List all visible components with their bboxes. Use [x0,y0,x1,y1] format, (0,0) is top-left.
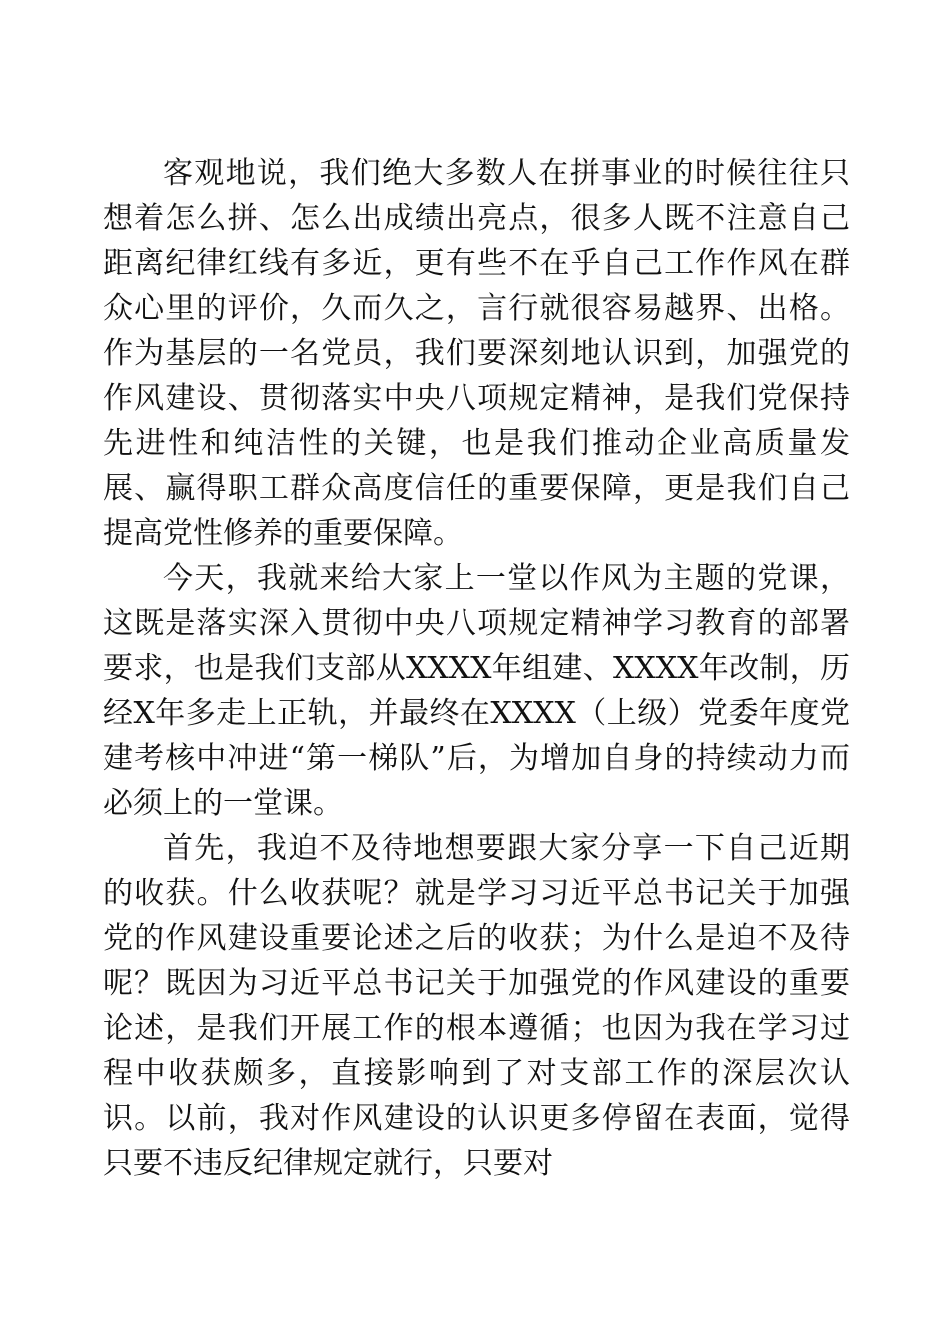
paragraph-harvest: 首先，我迫不及待地想要跟大家分享一下自己近期的收获。什么收获呢？就是学习习近平总书记关于加强党的作风建设重要论述之后的收获；为什么是迫不及待呢？既因为习近平总书记关于加强党的作风建设的重要论述，是我们开展工作的根本遵循；也因为我在学习过程中收获颇多，直接影响到了对支部工作的深层次认识。以前，我对作风建设的认识更多停留在表面，觉得只要不违反纪律规定就行，只要对 [103,831,850,1181]
document-body [103,151,850,1186]
paragraph-today-lesson: 今天，我就来给大家上一堂以作风为主题的党课，这既是落实深入贯彻中央八项规定精神学习教育的部署要求，也是我们支部从XXXX年组建、XXXX年改制，历经X年多走上正轨，并最终在XXXX（上级）党委年度党建考核中冲进“第一梯队”后，为增加自身的持续动力而必须上的一堂课。 [103,561,850,821]
paragraph-intro: 客观地说，我们绝大多数人在拼事业的时候往往只想着怎么拼、怎么出成绩出亮点，很多人既不注意自己距离纪律红线有多近，更有些不在乎自己工作作风在群众心里的评价，久而久之，言行就很容易越界、出格。作为基层的一名党员，我们要深刻地认识到，加强党的作风建设、贯彻落实中央八项规定精神，是我们党保持先进性和纯洁性的关键，也是我们推动企业高质量发展、赢得职工群众高度信任的重要保障，更是我们自己提高党性修养的重要保障。 [103,156,850,551]
